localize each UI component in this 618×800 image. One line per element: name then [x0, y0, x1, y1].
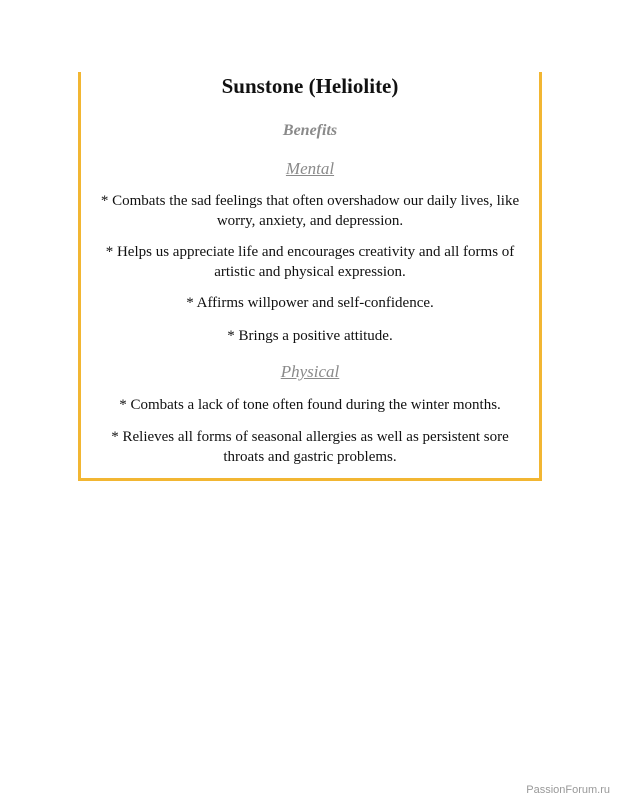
- watermark: PassionForum.ru: [526, 784, 610, 796]
- benefits-subtitle: Benefits: [282, 122, 338, 139]
- mental-item: * Combats the sad feelings that often overshadow our daily lives, like worry, anxiety, and depression.: [100, 193, 520, 229]
- content-frame: [78, 72, 542, 481]
- section-heading-mental: Mental: [285, 159, 335, 178]
- physical-item: * Combats a lack of tone often found during the winter months.: [119, 397, 501, 413]
- mental-item: * Brings a positive attitude.: [227, 328, 393, 344]
- mental-item: * Helps us appreciate life and encourages creativity and all forms of artistic and physical expression.: [105, 244, 515, 280]
- mental-item: * Affirms willpower and self-confidence.: [186, 295, 434, 311]
- page-title: Sunstone (Heliolite): [221, 74, 399, 98]
- section-heading-physical: Physical: [280, 362, 340, 381]
- physical-item: * Relieves all forms of seasonal allergies as well as persistent sore throats and gastric problems.: [111, 429, 509, 465]
